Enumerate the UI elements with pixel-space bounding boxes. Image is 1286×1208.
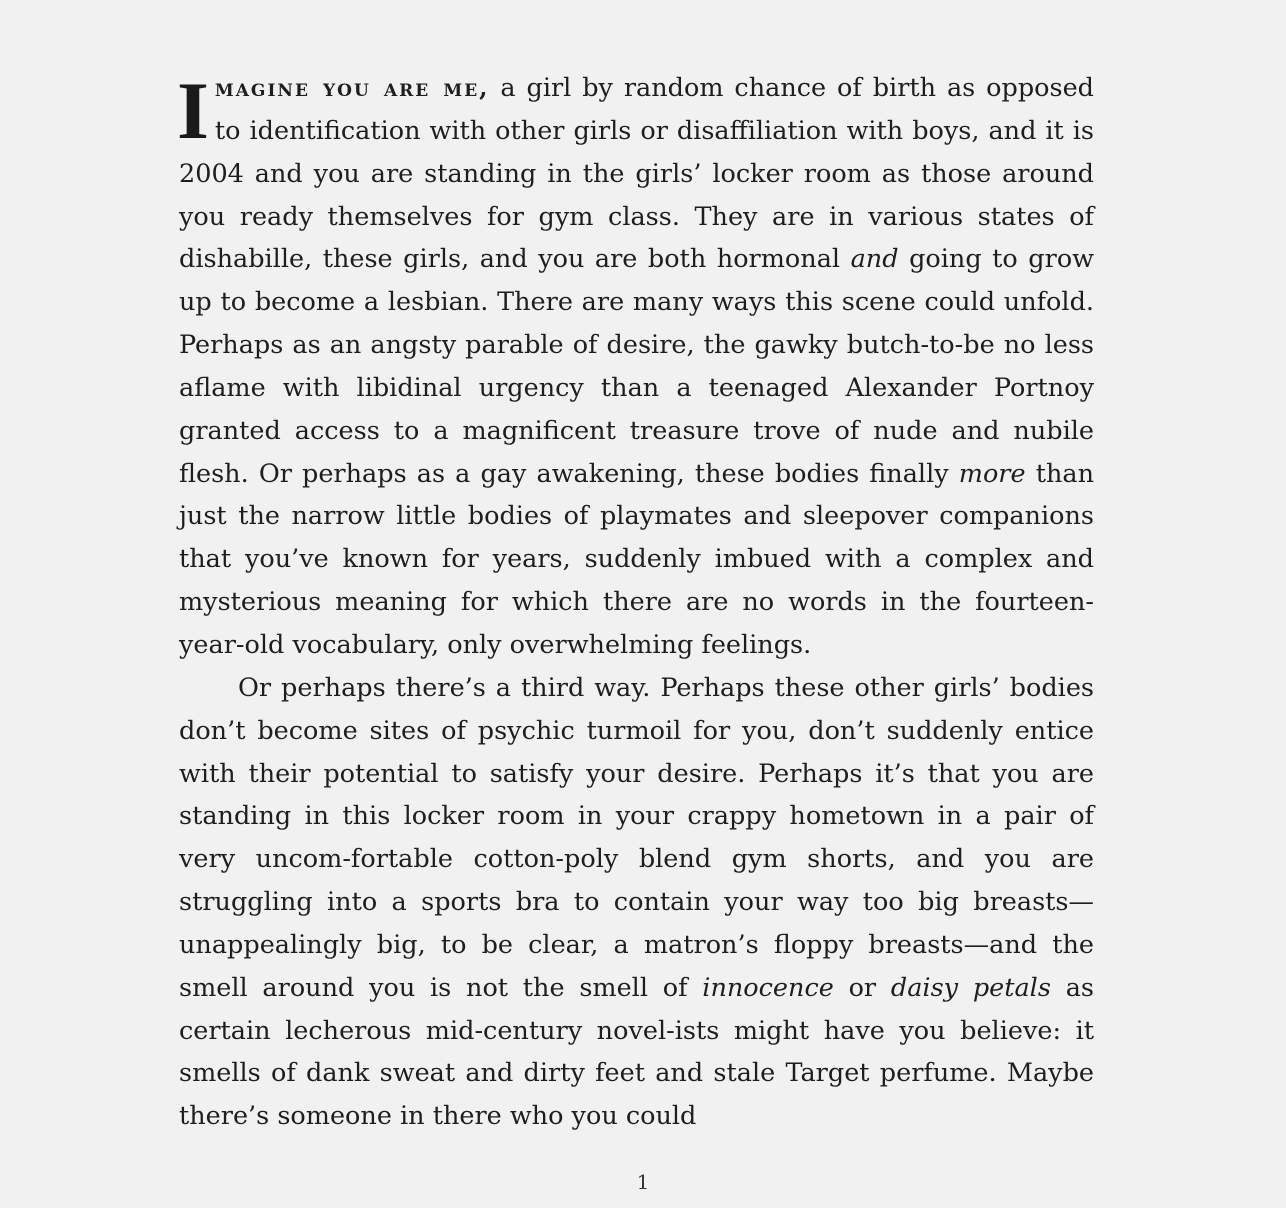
paragraph-1 [179,67,1094,667]
paragraph-2 [179,667,1094,1138]
text-run: than just the narrow little bodies of playmates and sleepover companions that you’ve known for years, suddenly imbued with a complex and mysterious meaning for which there are no words in the fourteen-year-old vocabulary, only overwhelming feelings. [179,458,1094,660]
text-run: as certain lecherous mid-century novel-ists might have you believe: it smells of dank sweat and dirty feet and stale Target perfume. Maybe there’s someone in there who you could [179,972,1094,1132]
italic-text: and [850,244,899,275]
italic-text: more [958,458,1026,489]
italic-text: daisy petals [890,972,1051,1003]
italic-text: innocence [702,972,834,1003]
lead-in: magine you are me, [214,73,490,102]
body-text [179,67,1094,1138]
drop-cap: I [177,65,209,156]
text-run: going to grow up to become a lesbian. There are many ways this scene could unfold. Perhaps as an angsty parable of desire, the gawky butch-to-be no less aflame with libidinal urgency than a teenaged Alexander Portnoy granted access to a magnificent treasure trove of nude and nubile flesh. Or perhaps as a gay awakening, these bodies finally [179,244,1094,489]
text-run: a girl by random chance of birth as opposed to identification with other girls or disaffiliation with boys, and it is 2004 and you are standing in the girls’ locker room as those around you ready themselves for gym class. They are in various states of dishabille, these girls, and you are both hormonal [179,73,1094,275]
text-run: Or perhaps there’s a third way. Perhaps these other girls’ bodies don’t become sites of psychic turmoil for you, don’t suddenly entice with their potential to satisfy your desire. Perhaps it’s that you are standing in this locker room in your crappy hometown in a pair of very uncom-fortable cotton-poly blend gym shorts, and you are struggling into a sports bra to contain your way too big breasts—unappealingly big, to be clear, a matron’s floppy breasts—and the smell around you is not the smell of [179,672,1094,1003]
text-run: or [833,972,891,1003]
page-number: 1 [636,1170,650,1194]
